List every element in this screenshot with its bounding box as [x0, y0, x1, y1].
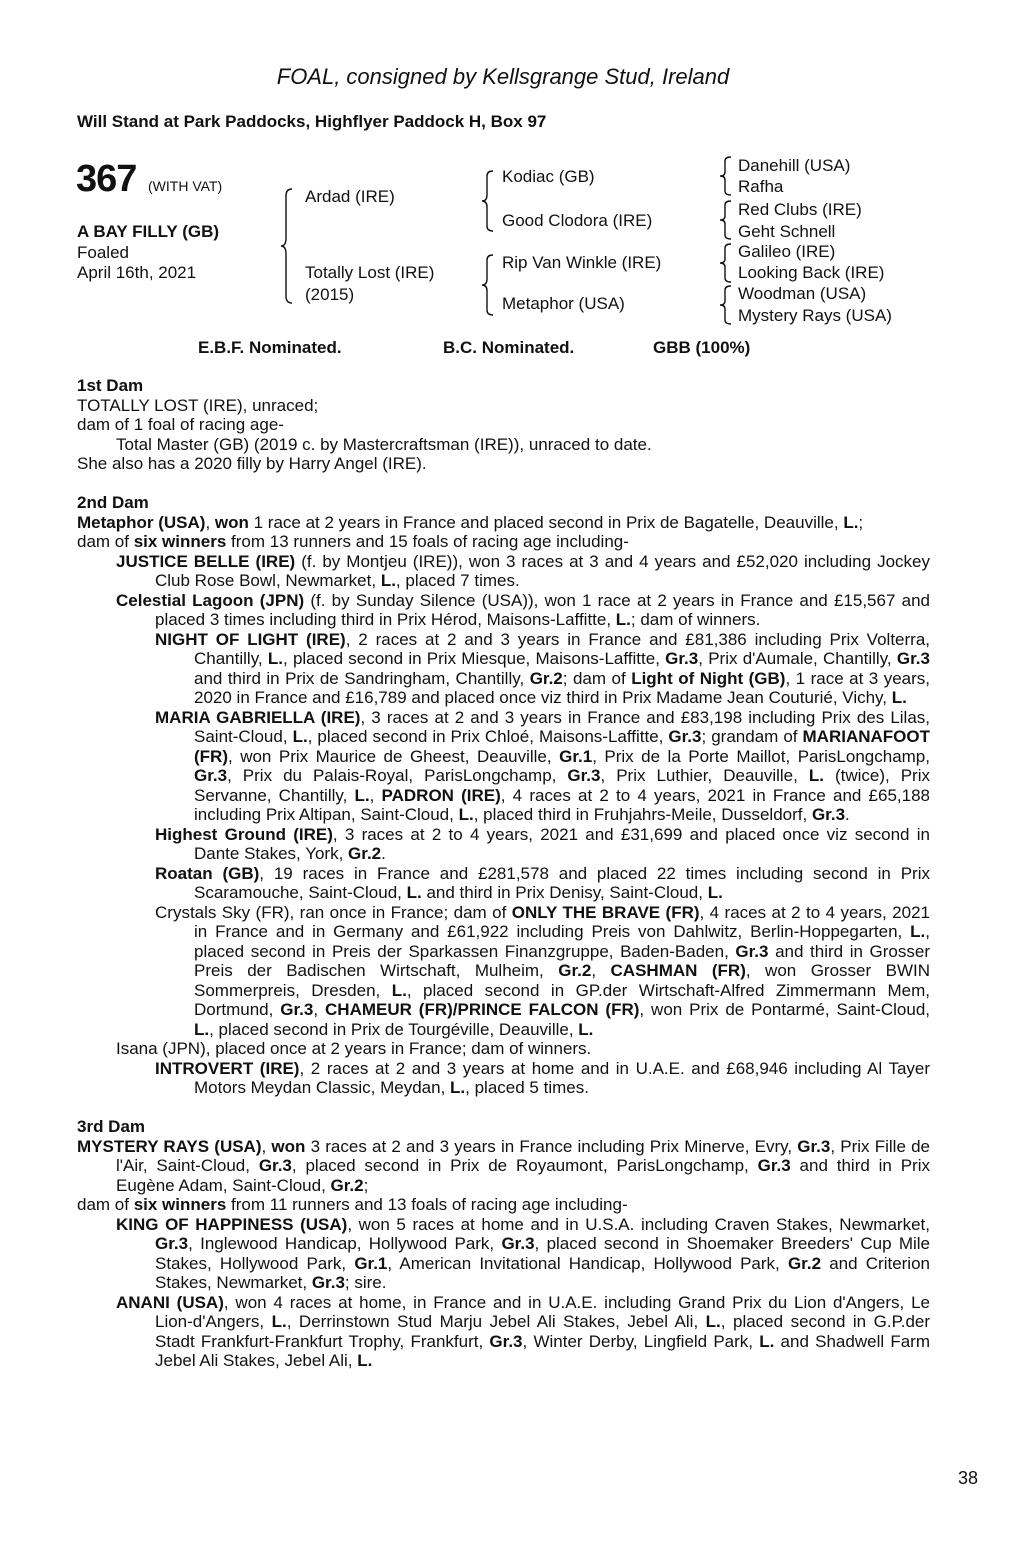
- text: , placed second in GP.der Wirtschaft-Alfred Zimmermann Mem, Dortmund,: [194, 980, 930, 1019]
- text: , placed second in Prix de Royaumont, ParisLongchamp,: [291, 1156, 758, 1175]
- dam-section: [77, 376, 930, 474]
- bold-text: PADRON (IRE): [381, 785, 501, 805]
- bold-text: Gr.2: [348, 844, 382, 863]
- text: , placed second in Prix de Tourgéville, Deauville,: [209, 1019, 579, 1039]
- pedigree-dam-sire: Rip Van Winkle (IRE): [502, 253, 662, 272]
- page-title: FOAL, consigned by Kellsgrange Stud, Ireland: [276, 64, 730, 89]
- bold-text: Gr.3: [280, 1000, 314, 1019]
- text: , American Invitational Handicap, Hollywood Park,: [387, 1253, 788, 1273]
- text: , 4 races at 2 to 4 years, 2021 in France and £65,188 including Prix Altipan, Saint-Cloud,: [194, 785, 930, 824]
- text: from 13 runners and 15 foals of racing age including-: [226, 532, 629, 551]
- text: and third in Prix Eugène Adam, Saint-Cloud,: [116, 1156, 930, 1195]
- foaled-date: April 16th, 2021: [77, 263, 197, 282]
- text: , won Prix Maurice de Gheest, Deauville,: [227, 746, 560, 766]
- text: and third in Grosser Preis der Badischen Wirtschaft, Mulheim,: [194, 941, 930, 980]
- bold-text: Metaphor (USA): [77, 512, 206, 532]
- bold-text: L.: [391, 980, 407, 1000]
- bold-text: won: [214, 512, 249, 532]
- bold-text: Gr.2: [330, 1175, 364, 1195]
- foaled-label: Foaled: [77, 243, 129, 262]
- produce-entry: [77, 1137, 930, 1196]
- produce-entry: [77, 532, 930, 552]
- bold-text: Gr.3: [311, 1273, 345, 1292]
- text: , Prix Fille de l'Air, Saint-Cloud,: [116, 1136, 930, 1175]
- pedigree-sss: Danehill (USA): [738, 156, 851, 175]
- text: ;: [363, 1175, 369, 1195]
- bold-text: Gr.3: [489, 1331, 523, 1351]
- text: (twice), Prix Servanne, Chantilly,: [194, 766, 930, 805]
- text: and Shadwell Farm Jebel Ali Stakes, Jebel Ali,: [155, 1331, 930, 1370]
- text: ,: [591, 961, 611, 980]
- produce-entry: [77, 1195, 930, 1215]
- produce-entry: [77, 825, 930, 864]
- bold-text: Light of Night (GB): [631, 668, 786, 688]
- text: (f. by Montjeu (IRE)), won 3 races at 3 and 4 years and £52,020 including Jockey Club Rose Bowl, Newmarket,: [155, 551, 931, 590]
- bold-text: Gr.3: [567, 766, 601, 785]
- text: , Winter Derby, Lingfield Park,: [522, 1331, 760, 1351]
- ebf-nominated: E.B.F. Nominated.: [198, 338, 342, 357]
- text: from 11 runners and 13 foals of racing age including-: [226, 1195, 628, 1214]
- pedigree-dam-dam: Metaphor (USA): [502, 294, 625, 313]
- bold-text: CHAMEUR (FR)/PRINCE FALCON (FR): [325, 1000, 640, 1019]
- horse-name: A BAY FILLY (GB): [77, 222, 220, 241]
- produce-entry: [77, 903, 930, 1040]
- text: ,: [313, 1000, 326, 1019]
- pedigree-brace-metaphor: [719, 285, 733, 325]
- stand-location: Will Stand at Park Paddocks, Highflyer Paddock H, Box 97: [77, 112, 547, 131]
- bold-text: won: [271, 1136, 306, 1156]
- text: She also has a 2020 filly by Harry Angel (IRE).: [77, 454, 427, 473]
- bold-text: L.: [271, 1312, 287, 1331]
- pedigree-brace-sire: [481, 170, 495, 232]
- bold-text: Gr.3: [665, 649, 699, 668]
- text: , 19 races in France and £281,578 and placed 22 times including second in Prix Scaramouche, Saint-Cloud,: [194, 863, 930, 902]
- text: ; dam of: [562, 668, 632, 688]
- produce-entry: [77, 1293, 930, 1371]
- bc-nominated: B.C. Nominated.: [443, 338, 575, 357]
- pedigree-brace-kodiac: [719, 156, 733, 196]
- pedigree-dds: Woodman (USA): [738, 284, 867, 303]
- bold-text: L.: [615, 610, 631, 629]
- pedigree-ssd: Rafha: [738, 177, 784, 196]
- text: (f. by Sunday Silence (USA)), won 1 race at 2 years in France and £15,567 and placed 3 times including third in Prix Hérod, Maisons-Laffitte,: [155, 590, 930, 629]
- text: .: [381, 844, 386, 863]
- text: ,: [205, 512, 215, 532]
- bold-text: ONLY THE BRAVE (FR): [511, 902, 700, 922]
- text: , placed 5 times.: [465, 1078, 589, 1097]
- text: , Prix d'Aumale, Chantilly,: [698, 649, 897, 668]
- bold-text: Gr.2: [787, 1253, 822, 1273]
- gbb-status: GBB (100%): [653, 338, 751, 357]
- bold-text: Gr.2: [529, 668, 563, 688]
- bold-text: KING OF HAPPINESS (USA): [116, 1214, 348, 1234]
- text: ; sire.: [344, 1273, 387, 1292]
- text: dam of: [77, 532, 134, 551]
- pedigree-sire-sire: Kodiac (GB): [502, 167, 595, 186]
- bold-text: Highest Ground (IRE): [155, 824, 333, 844]
- bold-text: JUSTICE BELLE (IRE): [116, 551, 296, 571]
- text: , placed second in Prix Chloé, Maisons-Laffitte,: [307, 727, 669, 746]
- text: dam of: [77, 1195, 134, 1214]
- text: 1 race at 2 years in France and placed second in Prix de Bagatelle, Deauville,: [248, 512, 844, 532]
- text: Crystals Sky (FR), ran once in France; dam of: [155, 902, 512, 922]
- produce-entry: [77, 864, 930, 903]
- pedigree-dam-year: (2015): [305, 285, 355, 304]
- section-heading: 1st Dam: [77, 376, 144, 395]
- dam-section: [77, 1117, 930, 1371]
- bold-text: L.: [578, 1019, 594, 1039]
- text: , placed second in Shoemaker Breeders' Cup Mile Stakes, Hollywood Park,: [155, 1234, 930, 1273]
- bold-text: Celestial Lagoon (JPN): [116, 590, 305, 610]
- produce-entry: [77, 435, 930, 455]
- pedigree-sds: Red Clubs (IRE): [738, 200, 862, 219]
- bold-text: Gr.3: [896, 649, 930, 668]
- bold-text: L.: [891, 688, 907, 707]
- text: , 2 races at 2 and 3 years in France and £81,386 including Prix Volterra, Chantilly,: [194, 629, 930, 668]
- pedigree-dss: Galileo (IRE): [738, 242, 836, 261]
- produce-entry: [77, 396, 930, 416]
- bold-text: six winners: [133, 1195, 227, 1214]
- bold-text: MYSTERY RAYS (USA): [77, 1136, 262, 1156]
- text: , won 4 races at home, in France and in U.A.E. including Grand Prix du Lion d'Angers, Le Lion-d'Angers,: [155, 1292, 930, 1331]
- text: and Criterion Stakes, Newmarket,: [155, 1253, 930, 1292]
- text: ; dam of winners.: [630, 610, 761, 629]
- page-number: 38: [958, 1468, 979, 1488]
- pedigree-brace-ripvanwinkle: [719, 243, 733, 283]
- pedigree-dam: Totally Lost (IRE): [305, 263, 435, 282]
- bold-text: L.: [707, 883, 723, 902]
- bold-text: Gr.3: [735, 941, 769, 961]
- section-heading: 2nd Dam: [77, 493, 149, 512]
- bold-text: six winners: [133, 532, 227, 551]
- bold-text: Gr.2: [558, 961, 592, 980]
- bold-text: Gr.3: [668, 727, 702, 746]
- text: , placed third in Fruhjahrs-Meile, Dusseldorf,: [473, 805, 812, 824]
- bold-text: INTROVERT (IRE): [155, 1058, 300, 1078]
- bold-text: NIGHT OF LIGHT (IRE): [155, 629, 346, 649]
- bold-text: L.: [458, 805, 474, 824]
- bold-text: Gr.3: [501, 1234, 535, 1253]
- produce-entry: [77, 1059, 930, 1098]
- text: .: [845, 805, 850, 824]
- produce-entry: [77, 1215, 930, 1293]
- produce-entry: [77, 454, 930, 474]
- pedigree-sdd: Geht Schnell: [738, 222, 836, 241]
- bold-text: L.: [357, 1351, 373, 1370]
- text: , 4 races at 2 to 4 years, 2021 in France and in Germany and £61,922 including Preis von Dahlwitz, Berlin-Hoppegarten,: [194, 902, 930, 941]
- text: Isana (JPN), placed once at 2 years in France; dam of winners.: [116, 1039, 592, 1058]
- produce-entry: [77, 415, 930, 435]
- lot-number: 367: [76, 158, 137, 200]
- text: , Prix du Palais-Royal, ParisLongchamp,: [227, 766, 568, 785]
- pedigree-dsd: Looking Back (IRE): [738, 263, 885, 282]
- text: , placed second in G.P.der Stadt Frankfurt-Frankfurt Trophy, Frankfurt,: [155, 1312, 931, 1351]
- dam-section: [77, 493, 930, 1098]
- bold-text: Gr.3: [258, 1156, 292, 1175]
- pedigree-brace-clodora: [719, 200, 733, 240]
- text: , placed second in Prix Miesque, Maisons-Laffitte,: [283, 649, 666, 668]
- text: , 3 races at 2 to 4 years, 2021 and £31,699 and placed once viz second in Dante Stakes, York,: [194, 824, 930, 863]
- bold-text: L.: [380, 571, 396, 590]
- bold-text: MARIANAFOOT (FR): [194, 727, 930, 766]
- section-heading: 3rd Dam: [77, 1117, 146, 1136]
- pedigree-brace-main: [280, 188, 294, 304]
- text: Total Master (GB) (2019 c. by Mastercraftsman (IRE)), unraced to date.: [116, 434, 652, 454]
- text: TOTALLY LOST (IRE), unraced;: [77, 395, 319, 415]
- bold-text: Gr.3: [194, 766, 228, 785]
- produce-entry: [77, 708, 930, 825]
- bold-text: Gr.3: [757, 1156, 791, 1175]
- bold-text: Gr.1: [559, 746, 593, 766]
- bold-text: L.: [705, 1312, 721, 1331]
- pedigree-ddd: Mystery Rays (USA): [738, 306, 892, 325]
- text: ,: [369, 785, 382, 805]
- bold-text: L.: [292, 727, 308, 746]
- bold-text: L.: [910, 922, 926, 941]
- bold-text: CASHMAN (FR): [610, 961, 746, 980]
- text: dam of 1 foal of racing age-: [77, 415, 284, 434]
- bold-text: MARIA GABRIELLA (IRE): [155, 707, 361, 727]
- text: , won 5 races at home and in U.S.A. including Craven Stakes, Newmarket,: [347, 1214, 930, 1234]
- text: ;: [858, 512, 864, 532]
- bold-text: L.: [406, 883, 422, 902]
- bold-text: L.: [759, 1331, 775, 1351]
- produce-entry: [77, 1039, 930, 1059]
- bold-text: Gr.3: [797, 1136, 831, 1156]
- produce-entry: [77, 591, 930, 630]
- produce-entry: [77, 630, 930, 708]
- text: ; grandam of: [701, 727, 803, 746]
- text: and third in Prix de Sandringham, Chantilly,: [194, 668, 530, 688]
- bold-text: Roatan (GB): [155, 863, 260, 883]
- bold-text: ANANI (USA): [116, 1292, 224, 1312]
- bold-text: Gr.3: [811, 805, 846, 824]
- bold-text: L.: [808, 766, 824, 785]
- bold-text: Gr.1: [354, 1253, 388, 1273]
- text: , Prix Luthier, Deauville,: [600, 766, 809, 785]
- text: , Inglewood Handicap, Hollywood Park,: [188, 1234, 502, 1253]
- text: , won Prix de Pontarmé, Saint-Cloud,: [639, 1000, 931, 1019]
- text: , placed second in Preis der Sparkassen Finanzgruppe, Baden-Baden,: [194, 922, 930, 961]
- text: , won Grosser BWIN Sommerpreis, Dresden,: [194, 961, 931, 1000]
- text: , 2 races at 2 and 3 years at home and in U.A.E. and £68,946 including Al Tayer Motors Meydan Classic, Meydan,: [194, 1058, 931, 1097]
- bold-text: L.: [450, 1078, 466, 1097]
- bold-text: Gr.3: [155, 1234, 189, 1253]
- produce-entry: [77, 513, 930, 533]
- pedigree-sire-dam: Good Clodora (IRE): [502, 211, 653, 230]
- bold-text: L.: [843, 512, 859, 532]
- pedigree-sire: Ardad (IRE): [305, 187, 395, 206]
- text: ,: [261, 1136, 272, 1156]
- bold-text: L.: [354, 785, 370, 805]
- bold-text: L.: [194, 1019, 210, 1039]
- text: , Derrinstown Stud Marju Jebel Ali Stakes, Jebel Ali,: [286, 1312, 706, 1331]
- text: and third in Prix Denisy, Saint-Cloud,: [421, 883, 708, 902]
- bold-text: L.: [267, 649, 283, 668]
- text: , placed 7 times.: [395, 571, 520, 590]
- text: , 1 race at 3 years, 2020 in France and £16,789 and placed once viz third in Prix Madame Jean Couturié, Vichy,: [194, 668, 931, 707]
- produce-entry: [77, 552, 930, 591]
- vat-note: (WITH VAT): [148, 178, 223, 194]
- text: 3 races at 2 and 3 years in France including Prix Minerve, Evry,: [305, 1136, 798, 1156]
- text: , 3 races at 2 and 3 years in France and £83,198 including Prix des Lilas, Saint-Cloud,: [194, 707, 931, 746]
- dam-produce-record: [77, 376, 930, 1390]
- pedigree-brace-dam: [481, 254, 495, 316]
- text: , Prix de la Porte Maillot, ParisLongchamp,: [592, 746, 930, 766]
